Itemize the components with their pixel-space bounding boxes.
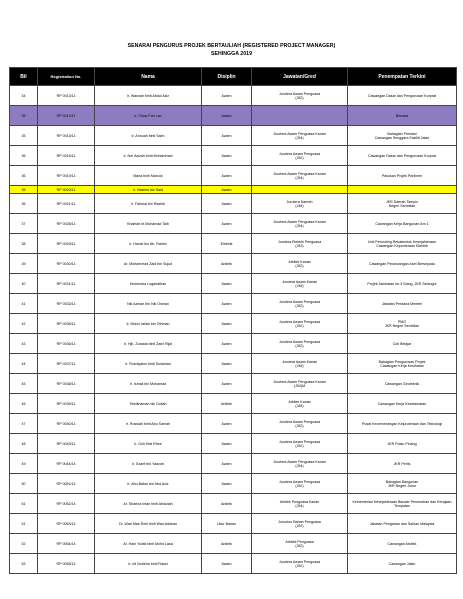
- cell-disiplin: Awam: [202, 274, 252, 294]
- table-header-row: [10, 68, 457, 86]
- table-row: [10, 294, 457, 314]
- cell-nama: Khairiah bt Mohamad Taib: [95, 214, 202, 234]
- cell-penempatan-terkini: [348, 374, 457, 394]
- cell-registration-no: RP 0016/11: [38, 146, 95, 166]
- table-row: [10, 146, 457, 166]
- cell-penempatan-terkini-line: Cawangan Kerja Kesihatan: [380, 363, 424, 368]
- table-row: [10, 254, 457, 274]
- cell-jawatan-gred-line: Jurutera Awam Penguasa Kanan: [273, 219, 326, 224]
- cell-penempatan-terkini-line: Kementerian Kesejahteraan Bandar Perumahan dan Kerajaan: [352, 499, 452, 504]
- cell-jawatan-gred-line: (J52): [295, 523, 304, 528]
- cell-jawatan-gred: [252, 86, 348, 106]
- cell-jawatan-gred-line: Jurutera Daerah: [286, 199, 313, 204]
- cell-jawatan-gred: [252, 434, 348, 454]
- cell-penempatan-terkini: [348, 166, 457, 186]
- cell-jawatan-gred-line: (J52): [295, 263, 304, 268]
- cell-jawatan-gred-line: (J52): [295, 443, 304, 448]
- cell-bil: 45: [10, 374, 38, 394]
- cell-penempatan-terkini: [348, 254, 457, 274]
- table-row: [10, 534, 457, 554]
- project-manager-table: [9, 67, 457, 574]
- cell-disiplin: Awam: [202, 214, 252, 234]
- cell-registration-no: RP 0044/14: [38, 454, 95, 474]
- cell-jawatan-gred-line: Jurutera Awam Penguasa Kanan: [273, 459, 326, 464]
- cell-registration-no: RP 0054/14: [38, 534, 95, 554]
- cell-bil: 39: [10, 254, 38, 274]
- cell-penempatan-terkini-line: Cuti Belajar: [392, 341, 412, 346]
- cell-jawatan-gred: [252, 146, 348, 166]
- cell-registration-no: RP 0043/11: [38, 434, 95, 454]
- table-body: [10, 86, 457, 574]
- cell-jawatan-gred: [252, 106, 348, 126]
- cell-disiplin: Awam: [202, 454, 252, 474]
- cell-nama: Dr. Wan Mas Rohi binti Wan Addnan: [95, 514, 202, 534]
- cell-jawatan-gred-line: Jurutera Awam Penguasa: [278, 91, 321, 96]
- cell-nama: Ir. Hashim bin Said: [95, 186, 202, 194]
- cell-jawatan-gred-line: Jurutera Awam Penguasa: [278, 299, 321, 304]
- cell-nama: Ir. Rusniyaton binti Sulaiman: [95, 354, 202, 374]
- cell-registration-no: RP 0055/14: [38, 554, 95, 574]
- cell-jawatan-gred: [252, 554, 348, 574]
- cell-penempatan-terkini: [348, 554, 457, 574]
- cell-penempatan-terkini: [348, 314, 457, 334]
- table-row: [10, 194, 457, 214]
- cell-penempatan-terkini: [348, 434, 457, 454]
- cell-registration-no: RP 0031/11: [38, 274, 95, 294]
- cell-jawatan-gred-line: (J52): [295, 483, 304, 488]
- cell-jawatan-gred-line: Arkitek Kanan: [288, 399, 311, 404]
- cell-bil: 43: [10, 334, 38, 354]
- cell-nama: Ar. Sharina Intan binti Abdullah: [95, 494, 202, 514]
- cell-jawatan-gred-line: Jurutera Awam Penguasa Kanan: [273, 379, 326, 384]
- cell-bil: 47: [10, 414, 38, 434]
- table-row: [10, 494, 457, 514]
- cell-jawatan-gred: [252, 126, 348, 146]
- cell-bil: 36: [10, 194, 38, 214]
- cell-penempatan-terkini-line: Bahagian Prestasi: [387, 131, 417, 136]
- cell-registration-no: RP 0039/11: [38, 394, 95, 414]
- cell-jawatan-gred-line: Jurutera Awam Kanan: [281, 279, 318, 284]
- cell-disiplin: Arkitek: [202, 394, 252, 414]
- cell-penempatan-terkini-line: Cawangan Kerja Bangunan Am 1: [375, 221, 429, 226]
- cell-disiplin: Awam: [202, 294, 252, 314]
- cell-registration-no: RP 0020/11: [38, 186, 95, 194]
- cell-penempatan-terkini: [348, 106, 457, 126]
- cell-penempatan-terkini-line: Cawangan Arkitek: [387, 541, 417, 546]
- cell-bil: 35: [10, 186, 38, 194]
- cell-jawatan-gred-line: (J48): [295, 403, 304, 408]
- cell-nama: Ir. Ezarif bin Yaacob: [95, 454, 202, 474]
- table-row: [10, 394, 457, 414]
- header-jawatan-gred: Jawatan/Gred: [252, 68, 348, 86]
- table-row: [10, 514, 457, 534]
- cell-penempatan-terkini-line: Cawangan Kerja Keselamatan: [377, 401, 427, 406]
- table-row: [10, 414, 457, 434]
- cell-jawatan-gred-line: (J52): [295, 303, 304, 308]
- cell-disiplin: Awam: [202, 194, 252, 214]
- cell-registration-no: RP 0015/11: [38, 126, 95, 146]
- cell-nama: Ir. Idi Nurleha binti Rasid: [95, 554, 202, 574]
- cell-registration-no: RP 0030/11: [38, 254, 95, 274]
- cell-bil: 40: [10, 274, 38, 294]
- cell-bil: 41: [10, 294, 38, 314]
- cell-disiplin: Elektrik: [202, 234, 252, 254]
- header-registration-no: Registration No.: [38, 68, 95, 86]
- cell-jawatan-gred: [252, 314, 348, 334]
- cell-nama: Ir. Goh Kiat Rhee: [95, 434, 202, 454]
- table-row: [10, 454, 457, 474]
- table-row: [10, 186, 457, 194]
- cell-jawatan-gred-line: Arkitek Penguasa: [285, 539, 314, 544]
- cell-nama: Nik Azman bin Nik Osman: [95, 294, 202, 314]
- cell-penempatan-terkini-line: Cawangan Dasar dan Pengurusan Korprat: [368, 153, 436, 158]
- cell-bil: 38: [10, 234, 38, 254]
- table-row: [10, 86, 457, 106]
- cell-jawatan-gred-line: Jurutera Awam Penguasa: [278, 419, 321, 424]
- cell-disiplin: Arkitek: [202, 534, 252, 554]
- cell-jawatan-gred-line: Jurutera Awam Penguasa Kanan: [273, 171, 326, 176]
- cell-bil: 36: [10, 166, 38, 186]
- cell-disiplin: Awam: [202, 106, 252, 126]
- cell-penempatan-terkini-line: Tempatan: [394, 503, 410, 508]
- cell-registration-no: RP 0028/11: [38, 214, 95, 234]
- cell-jawatan-gred-line: (J54): [295, 223, 304, 228]
- cell-jawatan-gred: [252, 294, 348, 314]
- cell-nama: Ir. Mohd Jailah bin Othman: [95, 314, 202, 334]
- cell-bil: 46: [10, 394, 38, 414]
- cell-jawatan-gred-line: (J52): [295, 563, 304, 568]
- cell-jawatan-gred: [252, 394, 348, 414]
- cell-penempatan-terkini-line: Unit Perunding Rekabentuk Kesejahteraan: [367, 239, 437, 244]
- cell-jawatan-gred-line: (J48): [295, 283, 304, 288]
- cell-penempatan-terkini: [348, 274, 457, 294]
- cell-nama: Ir. Annuah binti Saim: [95, 126, 202, 146]
- cell-penempatan-terkini-line: PMO: [397, 319, 407, 324]
- cell-nama: Ir. Hanizi bin Ab. Rahim: [95, 234, 202, 254]
- cell-bil: 51: [10, 494, 38, 514]
- cell-jawatan-gred-line: (J52): [295, 343, 304, 348]
- cell-jawatan-gred-line: Jurutera Awam Penguasa: [278, 479, 321, 484]
- table-row: [10, 274, 457, 294]
- cell-disiplin: Awam: [202, 354, 252, 374]
- cell-penempatan-terkini-line: Jabatan Perdana Menteri: [381, 301, 423, 306]
- cell-jawatan-gred-line: (J54): [295, 175, 304, 180]
- cell-penempatan-terkini: [348, 454, 457, 474]
- cell-disiplin: Awam: [202, 474, 252, 494]
- cell-jawatan-gred-line: (J52): [295, 423, 304, 428]
- table-row: [10, 314, 457, 334]
- cell-bil: 51: [10, 514, 38, 534]
- cell-penempatan-terkini: [348, 514, 457, 534]
- cell-jawatan-gred: [252, 186, 348, 194]
- cell-penempatan-terkini: [348, 534, 457, 554]
- cell-nama: Ir. Abu Bakar bin Abd Aziz: [95, 474, 202, 494]
- cell-nama: Ir. Hjh. Zuraida binti Zaini Rijal: [95, 334, 202, 354]
- cell-bil: 50: [10, 474, 38, 494]
- cell-penempatan-terkini-line: Bahagian Pengurusan Projek: [378, 359, 426, 364]
- cell-jawatan-gred: [252, 534, 348, 554]
- cell-jawatan-gred-line: (J52): [295, 323, 304, 328]
- cell-penempatan-terkini-line: Projek Jambatan ke-3 Klang, JKR Selangor: [367, 281, 437, 286]
- cell-jawatan-gred-line: (J54)M: [293, 383, 306, 388]
- table-row: [10, 434, 457, 454]
- cell-disiplin: Arkitek: [202, 494, 252, 514]
- cell-disiplin: Awam: [202, 166, 252, 186]
- table-row: [10, 334, 457, 354]
- table-row: [10, 126, 457, 146]
- cell-jawatan-gred: [252, 234, 348, 254]
- cell-disiplin: Awam: [202, 334, 252, 354]
- cell-jawatan-gred-line: Jurutera Awam Penguasa: [278, 151, 321, 156]
- cell-registration-no: RP 0052/14: [38, 494, 95, 514]
- header-nama: Nama: [95, 68, 202, 86]
- cell-registration-no: RP 0019/11: [38, 166, 95, 186]
- document-title: SENARAI PENGURUS PROJEK BERTAULIAH (REGISTERED PROJECT MANAGER): [127, 43, 336, 49]
- cell-jawatan-gred-line: Arkitek Penguasa Kanan: [279, 499, 320, 504]
- cell-penempatan-terkini: [348, 126, 457, 146]
- cell-jawatan-gred: [252, 354, 348, 374]
- cell-penempatan-terkini-line: Cawangan Senggara Fasiliti Jalan: [374, 135, 430, 140]
- cell-jawatan-gred: [252, 514, 348, 534]
- cell-penempatan-terkini-line: JKR Negeri Johor: [387, 483, 417, 488]
- cell-jawatan-gred: [252, 214, 348, 234]
- cell-disiplin: Arkitek: [202, 254, 252, 274]
- cell-nama: Kemendra Loganathan: [95, 274, 202, 294]
- cell-bil: 53: [10, 554, 38, 574]
- cell-penempatan-terkini: [348, 194, 457, 214]
- document-header: [0, 43, 463, 58]
- cell-jawatan-gred: [252, 474, 348, 494]
- cell-bil: 42: [10, 314, 38, 334]
- cell-jawatan-gred-line: (J52): [295, 155, 304, 160]
- cell-nama: Sheikhaman bin Dollah: [95, 394, 202, 414]
- cell-penempatan-terkini-line: Pasukan Projek Parlimen: [381, 173, 423, 178]
- cell-registration-no: RP 0036/11: [38, 334, 95, 354]
- cell-penempatan-terkini-line: JKR Perlis: [393, 461, 411, 466]
- cell-jawatan-gred: [252, 254, 348, 274]
- cell-disiplin: Awam: [202, 126, 252, 146]
- cell-penempatan-terkini: [348, 414, 457, 434]
- cell-jawatan-gred: [252, 194, 348, 214]
- table-row: [10, 214, 457, 234]
- cell-disiplin: Awam: [202, 186, 252, 194]
- cell-jawatan-gred: [252, 454, 348, 474]
- cell-jawatan-gred: [252, 166, 348, 186]
- cell-bil: 49: [10, 454, 38, 474]
- cell-jawatan-gred: [252, 274, 348, 294]
- cell-penempatan-terkini: [348, 234, 457, 254]
- table-row: [10, 234, 457, 254]
- cell-nama: Ar. Hani Yulisti binti Mohd Lasa: [95, 534, 202, 554]
- cell-disiplin: Awam: [202, 554, 252, 574]
- cell-jawatan-gred-line: (J52): [295, 95, 304, 100]
- table-row: [10, 474, 457, 494]
- cell-bil: 37: [10, 214, 38, 234]
- cell-jawatan-gred-line: (J48): [295, 363, 304, 368]
- table-row: [10, 554, 457, 574]
- cell-jawatan-gred-line: (J54): [295, 503, 304, 508]
- cell-jawatan-gred: [252, 414, 348, 434]
- cell-bil: 48: [10, 434, 38, 454]
- cell-penempatan-terkini: [348, 186, 457, 194]
- cell-penempatan-terkini-line: Bersara: [395, 113, 409, 118]
- cell-penempatan-terkini-line: Cawangan Dasar dan Pengurusan Korprat: [368, 93, 436, 98]
- cell-nama: Ar. Mohammad Zaid bin Sujud: [95, 254, 202, 274]
- cell-bil: 44: [10, 354, 38, 374]
- cell-jawatan-gred-line: (J54): [295, 463, 304, 468]
- cell-jawatan-gred-line: Jurutera Elektrik Penguasa: [277, 239, 322, 244]
- table-row: [10, 374, 457, 394]
- cell-penempatan-terkini: [348, 146, 457, 166]
- cell-penempatan-terkini-line: JKR Daerah Tampin: [385, 199, 419, 204]
- cell-registration-no: RP 0040/11: [38, 414, 95, 434]
- cell-registration-no: RP 0053/14: [38, 514, 95, 534]
- cell-disiplin: Awam: [202, 414, 252, 434]
- cell-penempatan-terkini: [348, 474, 457, 494]
- cell-penempatan-terkini: [348, 354, 457, 374]
- cell-jawatan-gred-line: Arkitek Kanan: [288, 259, 311, 264]
- cell-penempatan-terkini: [348, 86, 457, 106]
- cell-disiplin: Awam: [202, 434, 252, 454]
- cell-disiplin: Awam: [202, 86, 252, 106]
- cell-jawatan-gred-line: Jurutera Awam Penguasa: [278, 319, 321, 324]
- cell-penempatan-terkini-line: Pusat Kecemerlangan Kejuruteraan dan Teknologi: [361, 421, 443, 426]
- cell-penempatan-terkini-line: Cawangan Jalan: [388, 561, 416, 566]
- cell-jawatan-gred-line: (J54): [295, 135, 304, 140]
- cell-jawatan-gred-line: Jurutera Awam Penguasa Kanan: [273, 131, 326, 136]
- cell-disiplin: Awam: [202, 374, 252, 394]
- header-disiplin: Disiplin: [202, 68, 252, 86]
- cell-penempatan-terkini: [348, 214, 457, 234]
- cell-penempatan-terkini: [348, 394, 457, 414]
- cell-jawatan-gred-line: Jurutera Awam Penguasa: [278, 439, 321, 444]
- cell-nama: Ir. Chow Foh Lan: [95, 106, 202, 126]
- cell-jawatan-gred: [252, 494, 348, 514]
- cell-jawatan-gred-line: (J52): [295, 243, 304, 248]
- cell-bil: 35: [10, 106, 38, 126]
- cell-registration-no: RP 0035/11: [38, 314, 95, 334]
- cell-registration-no: RP 0037/11: [38, 354, 95, 374]
- cell-registration-no: RP 0021/11: [38, 194, 95, 214]
- cell-registration-no: RP 0051/14: [38, 474, 95, 494]
- cell-jawatan-gred-line: (J52): [295, 543, 304, 548]
- cell-penempatan-terkini-line: Negeri Sembilan: [388, 203, 416, 208]
- cell-registration-no: RP 0013/11: [38, 86, 95, 106]
- cell-nama: Ir. Rossiah binti Abu Samah: [95, 414, 202, 434]
- cell-bil: 36: [10, 146, 38, 166]
- cell-nama: Ir. Ismail bin Mohamad: [95, 374, 202, 394]
- cell-bil: 35: [10, 126, 38, 146]
- cell-nama: Ir. Wasnah binti Abdul Aziz: [95, 86, 202, 106]
- cell-bil: 52: [10, 534, 38, 554]
- document-subtitle: SEHINGGA 2019: [210, 50, 253, 57]
- cell-registration-no: RP 0033/11: [38, 294, 95, 314]
- cell-penempatan-terkini-line: Cawangan Geoteknik: [384, 381, 420, 386]
- cell-jawatan-gred-line: Jurutera Awam Penguasa: [278, 339, 321, 344]
- cell-disiplin: Awam: [202, 314, 252, 334]
- cell-jawatan-gred: [252, 374, 348, 394]
- cell-jawatan-gred-line: Jurutera Awam Penguasa: [278, 559, 321, 564]
- cell-penempatan-terkini: [348, 294, 457, 314]
- cell-penempatan-terkini-line: JKR Negeri Sembilan: [384, 323, 420, 328]
- cell-registration-no: RP 0038/11: [38, 374, 95, 394]
- cell-nama: Maria binti Marcus: [95, 166, 202, 186]
- cell-penempatan-terkini-line: Cawangan Perancangan Aset Bersepadu: [369, 261, 435, 266]
- cell-jawatan-gred-line: Jurutera Awam Kanan: [281, 359, 318, 364]
- cell-registration-no: RP 0014/11: [38, 106, 95, 126]
- table-row: [10, 106, 457, 126]
- cell-nama: Ir. Fahmal bin Rashib: [95, 194, 202, 214]
- table-row: [10, 354, 457, 374]
- cell-penempatan-terkini-line: Jabatan Pengairan dan Saliran Malaysia: [369, 521, 435, 526]
- cell-jawatan-gred-line: (J48): [295, 203, 304, 208]
- header-bil: Bil: [10, 68, 38, 86]
- cell-penempatan-terkini-line: JKR Pulau Pinang: [387, 441, 417, 446]
- header-penempatan-terkini: Penempatan Terkini: [348, 68, 457, 86]
- table-row: [10, 166, 457, 186]
- cell-nama: Ir. Nor Azizah binti Mohammad: [95, 146, 202, 166]
- cell-penempatan-terkini-line: Bahagian Bangunan: [385, 479, 419, 484]
- cell-disiplin: Ukur Bahan: [202, 514, 252, 534]
- cell-registration-no: RP 0029/11: [38, 234, 95, 254]
- cell-penempatan-terkini-line: Cawangan Kejuruteraan Elektrik: [376, 243, 428, 248]
- cell-jawatan-gred-line: Juruukur Bahan Penguasa: [278, 519, 321, 524]
- cell-penempatan-terkini: [348, 494, 457, 514]
- cell-bil: 34: [10, 86, 38, 106]
- cell-jawatan-gred: [252, 334, 348, 354]
- cell-penempatan-terkini: [348, 334, 457, 354]
- cell-disiplin: Awam: [202, 146, 252, 166]
